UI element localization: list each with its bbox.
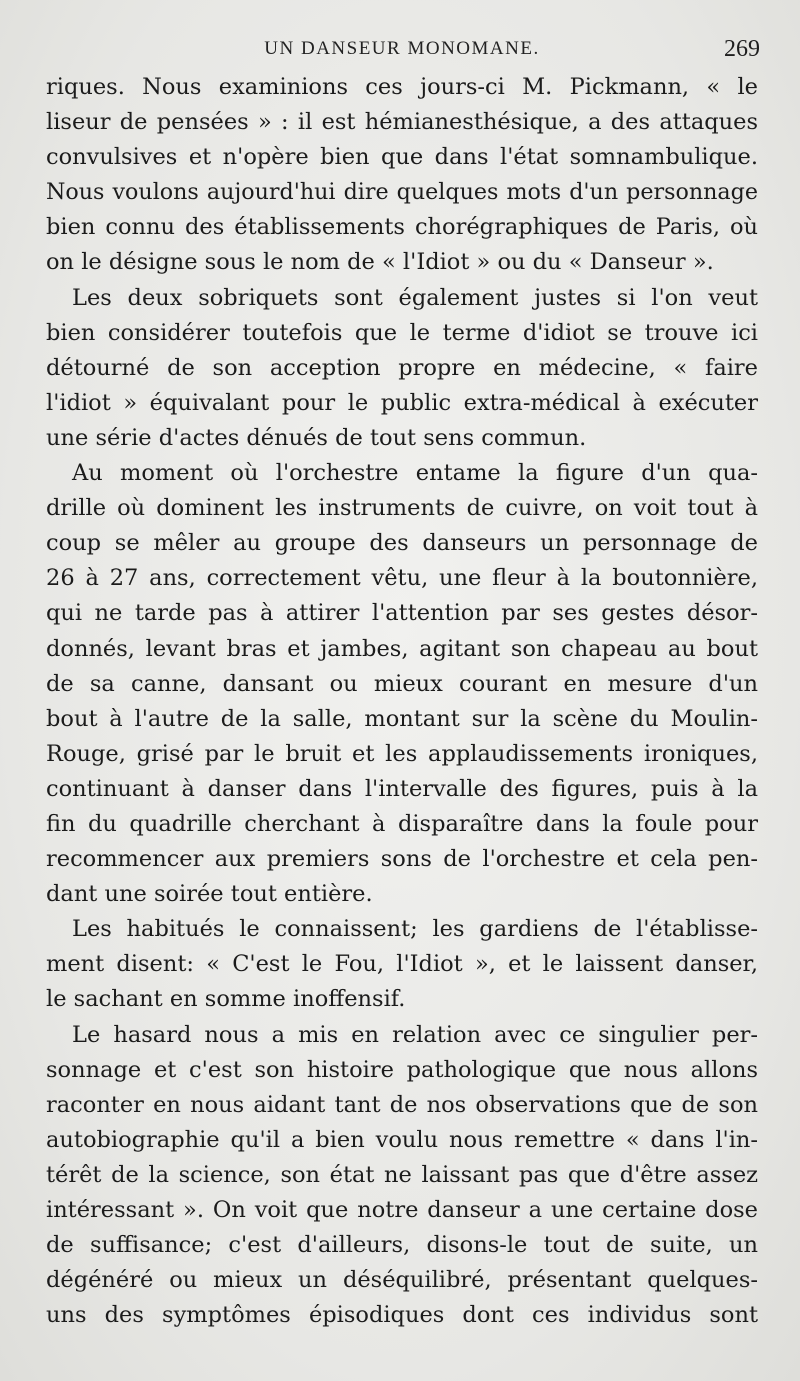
text-line: Au moment où l'orchestre entame la figure d'un qua-: [72, 460, 758, 487]
text-line: l'idiot » équivalant pour le public extra-médical à exécuter: [46, 389, 758, 416]
text-line: bout à l'autre de la salle, montant sur la scène du Moulin-: [46, 705, 758, 732]
text-line: intéressant ». On voit que notre danseur a une certaine dose: [46, 1197, 758, 1223]
text-line: Nous voulons aujourd'hui dire quelques mots d'un personnage: [46, 179, 758, 206]
text-line: bien connu des établissements chorégraphiques de Paris, où: [46, 214, 758, 241]
text-line: de suffisance; c'est d'ailleurs, disons-le tout de suite, un: [46, 1232, 758, 1259]
body-text: [46, 70, 758, 1333]
text-line: continuant à danser dans l'intervalle des figures, puis à la: [46, 775, 758, 802]
text-line: liseur de pensées » : il est hémianesthésique, a des attaques: [46, 109, 758, 136]
text-line: convulsives et n'opère bien que dans l'état somnambulique.: [46, 144, 758, 171]
text-line: coup se mêler au groupe des danseurs un personnage de: [46, 530, 758, 557]
text-line: une série d'actes dénués de tout sens commun.: [46, 424, 587, 451]
text-line: bien considérer toutefois que le terme d'idiot se trouve ici: [46, 319, 758, 346]
text-line: donnés, levant bras et jambes, agitant son chapeau au bout: [46, 635, 758, 662]
text-line: Les deux sobriquets sont également justes si l'on veut: [72, 284, 758, 311]
text-line: drille où dominent les instruments de cuivre, on voit tout à: [46, 495, 758, 522]
text-line: de sa canne, dansant ou mieux courant en mesure d'un: [46, 670, 758, 697]
text-line: dégénéré ou mieux un déséquilibré, présentant quelques-: [46, 1267, 758, 1294]
text-line: Rouge, grisé par le bruit et les applaudissements ironiques,: [46, 740, 758, 767]
text-line: autobiographie qu'il a bien voulu nous remettre « dans l'in-: [46, 1126, 758, 1153]
text-line: fin du quadrille cherchant à disparaître dans la foule pour: [46, 810, 758, 837]
running-title: UN DANSEUR MONOMANE.: [264, 38, 540, 59]
text-line: Le hasard nous a mis en relation avec ce singulier per-: [72, 1021, 758, 1048]
text-line: recommencer aux premiers sons de l'orchestre et cela pen-: [46, 846, 758, 873]
text-line: 26 à 27 ans, correctement vêtu, une fleur à la boutonnière,: [46, 565, 758, 592]
text-line: on le désigne sous le nom de « l'Idiot » ou du « Danseur ».: [46, 249, 714, 276]
text-line: sonnage et c'est son histoire pathologique que nous allons: [46, 1056, 758, 1083]
text-line: qui ne tarde pas à attirer l'attention par ses gestes désor-: [46, 600, 758, 627]
page-header: [46, 34, 758, 70]
text-line: Les habitués le connaissent; les gardiens de l'établisse-: [72, 916, 758, 943]
text-line: détourné de son acception propre en médecine, « faire: [46, 354, 758, 381]
text-line: uns des symptômes épisodiques dont ces individus sont: [46, 1302, 758, 1329]
text-line: ment disent: « C'est le Fou, l'Idiot », et le laissent danser,: [46, 951, 758, 978]
text-line: le sachant en somme inoffensif.: [46, 986, 406, 1013]
text-line: térêt de la science, son état ne laissant pas que d'être assez: [46, 1161, 758, 1188]
text-line: dant une soirée tout entière.: [46, 881, 373, 908]
page-number: 269: [724, 36, 760, 62]
text-line: riques. Nous examinions ces jours-ci M. Pickmann, « le: [46, 74, 758, 100]
text-line: raconter en nous aidant tant de nos observations que de son: [46, 1091, 758, 1118]
